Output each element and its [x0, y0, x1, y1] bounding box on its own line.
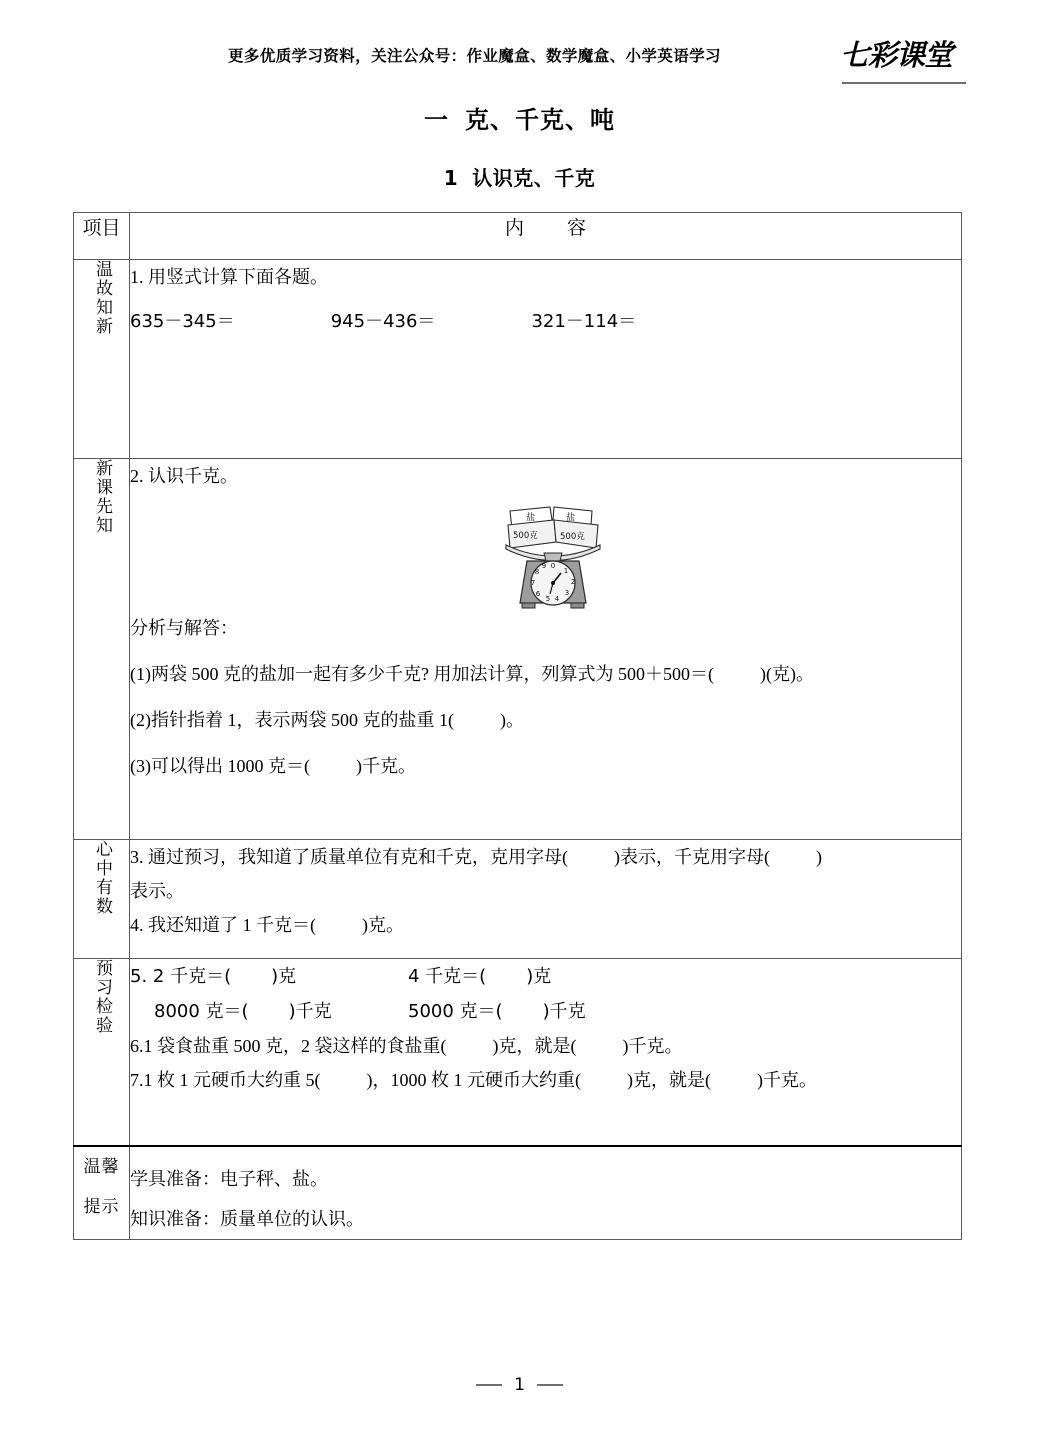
chapter-title: [0, 100, 1039, 135]
row-content-tips: [130, 1146, 962, 1240]
question-5-line-1: [130, 959, 961, 994]
header-cell-content: 内 容: [130, 213, 962, 260]
table-header-row: [74, 213, 962, 260]
row-content-review: [130, 260, 962, 459]
brand-logo-underline: [842, 82, 966, 84]
question-3-post: ): [816, 847, 822, 867]
question-4: [130, 908, 961, 942]
row-label-preview-check: [74, 959, 130, 1147]
footer-dash-left: [476, 1384, 502, 1386]
tip-1: 学具准备：电子秤、盐。: [130, 1169, 328, 1189]
row-label-newlesson: [74, 459, 130, 840]
svg-text:1: 1: [563, 567, 569, 575]
header-cell-item: 项目: [74, 213, 130, 260]
question-6: [130, 1029, 961, 1063]
question-3: [130, 840, 961, 874]
analysis-item-3: [130, 749, 961, 783]
page-banner: [0, 38, 1039, 78]
svg-text:2: 2: [570, 578, 576, 586]
question-7-post: )千克。: [757, 1070, 817, 1090]
analysis-item-2-pre: (2)指针指着 1，表示两袋 500 克的盐重 1(: [130, 710, 454, 730]
svg-text:9: 9: [541, 562, 547, 570]
question-6-post: )千克。: [622, 1036, 683, 1056]
question-7-mid2: )克，就是(: [627, 1070, 711, 1090]
question-4-pre: 4. 我还知道了 1 千克＝(: [130, 915, 316, 935]
row-label-newlesson-text: 新课先知: [92, 459, 112, 535]
row-label-review: [74, 260, 130, 459]
svg-text:6: 6: [535, 590, 541, 598]
chapter-number: 一: [424, 106, 449, 134]
svg-text:3: 3: [564, 589, 570, 597]
equation-list: [130, 304, 961, 339]
brand-logo: [840, 35, 966, 87]
svg-text:500克: 500克: [560, 532, 585, 542]
illustration-area: [130, 493, 961, 611]
kitchen-scale-icon: [500, 495, 610, 613]
row-content-newlesson: [130, 459, 962, 840]
question-5-line-2: [130, 994, 961, 1029]
svg-text:500克: 500克: [513, 531, 538, 541]
footer-dash-right: [537, 1384, 563, 1386]
lesson-title-text: 认识克、千克: [472, 166, 596, 190]
table-row: [74, 459, 962, 840]
row-label-confidence: [74, 840, 130, 959]
question-7-pre: 7.1 枚 1 元硬币大约重 5(: [130, 1070, 321, 1090]
svg-text:盐: 盐: [566, 513, 576, 523]
row-label-preview-check-text: 预习检验: [92, 959, 112, 1035]
lesson-number: 1: [443, 166, 459, 190]
svg-text:8: 8: [534, 568, 540, 576]
question-5c-post: )千克: [288, 1001, 332, 1022]
svg-text:7: 7: [530, 579, 536, 587]
question-5a: [130, 959, 408, 994]
analysis-heading: 分析与解答：: [130, 618, 238, 638]
chapter-title-text: 克、千克、吨: [465, 106, 615, 134]
worksheet-table: [73, 212, 962, 1240]
svg-text:盐: 盐: [526, 513, 536, 523]
equation-1: 635－345＝: [130, 311, 235, 332]
row-label-tips-line1: 温馨: [83, 1157, 120, 1177]
brand-logo-text: 七彩课堂: [840, 38, 953, 72]
svg-text:0: 0: [550, 562, 556, 570]
question-5d-post: )千克: [542, 1001, 586, 1022]
promo-text: 更多优质学习资料，关注公众号：作业魔盒、数学魔盒、小学英语学习: [228, 47, 721, 65]
question-4-post: )克。: [362, 915, 404, 935]
question-6-pre: 6.1 袋食盐重 500 克，2 袋这样的食盐重(: [130, 1036, 447, 1056]
question-1: 1. 用竖式计算下面各题。: [130, 267, 328, 287]
row-label-tips: [74, 1146, 130, 1240]
page-number: 1: [514, 1375, 525, 1395]
question-5d-pre: 5000 克＝(: [408, 1001, 503, 1022]
analysis-item-1-pre: (1)两袋 500 克的盐加一起有多少千克? 用加法计算，列算式为 500＋500＝(: [130, 664, 714, 684]
question-5b-pre: 4 千克＝(: [408, 966, 487, 987]
question-2: 2. 认识千克。: [130, 466, 238, 486]
analysis-item-1-post: )(克)。: [759, 664, 814, 684]
svg-text:4: 4: [554, 595, 560, 603]
analysis-item-3-pre: (3)可以得出 1000 克＝(: [130, 756, 310, 776]
table-row: [74, 959, 962, 1147]
analysis-item-2-post: )。: [499, 710, 524, 730]
row-content-confidence: [130, 840, 962, 959]
question-5c: [154, 994, 408, 1029]
analysis-item-1: [130, 657, 961, 691]
page-footer: [0, 1375, 1039, 1395]
question-5b: [408, 966, 551, 986]
question-6-mid: )克，就是(: [492, 1036, 577, 1056]
question-5c-pre: 8000 克＝(: [154, 1001, 249, 1022]
question-3-pre: 3. 通过预习，我知道了质量单位有克和千克，克用字母(: [130, 847, 568, 867]
analysis-item-2: [130, 703, 961, 737]
table-row: [74, 1146, 962, 1240]
question-5d: [408, 1001, 586, 1021]
row-content-preview-check: [130, 959, 962, 1147]
tip-2: 知识准备：质量单位的认识。: [130, 1209, 364, 1229]
equation-3: 321－114＝: [531, 311, 637, 332]
lesson-title: [0, 162, 1039, 191]
analysis-item-3-post: )千克。: [355, 756, 416, 776]
question-3-tail: 表示。: [130, 881, 184, 901]
svg-text:5: 5: [545, 595, 551, 603]
row-label-review-text: 温故知新: [92, 260, 112, 336]
question-5b-post: )克: [526, 966, 552, 987]
table-row: [74, 840, 962, 959]
question-3-mid: )表示，千克用字母(: [614, 847, 770, 867]
question-5a-post: )克: [271, 966, 297, 987]
question-5a-pre: 5. 2 千克＝(: [130, 966, 232, 987]
row-label-tips-line2: 提示: [83, 1197, 120, 1217]
question-7-mid: )，1000 枚 1 元硬币大约重(: [366, 1070, 581, 1090]
question-7: [130, 1063, 961, 1097]
table-row: [74, 260, 962, 459]
equation-2: 945－436＝: [330, 311, 436, 332]
row-label-confidence-text: 心中有数: [92, 840, 112, 916]
